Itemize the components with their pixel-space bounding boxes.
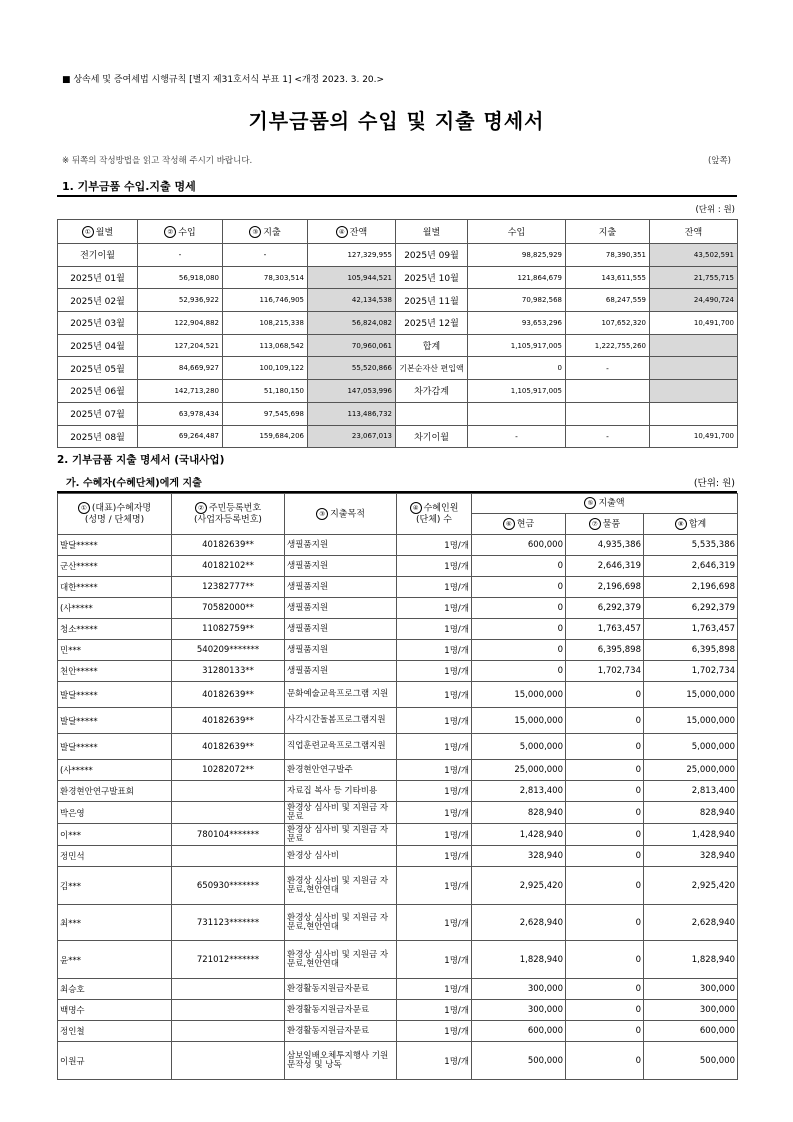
expense-cell: - (566, 357, 650, 380)
header-expense-right: 지출 (566, 220, 650, 244)
beneficiary-count: 1명/개 (397, 556, 472, 577)
total-amount: 328,940 (644, 846, 738, 867)
expense-cell: - (223, 244, 308, 267)
table-row (58, 979, 738, 1000)
header-expense: ③ 지출 (223, 220, 308, 244)
beneficiary-name: 대한***** (58, 577, 172, 598)
table-row (58, 266, 738, 289)
expense-purpose: 자료집 복사 등 기타비용 (285, 781, 397, 802)
cash-amount: 0 (472, 556, 566, 577)
registration-number (172, 1042, 285, 1080)
total-amount: 600,000 (644, 1021, 738, 1042)
circled-number-7: ⑦ (589, 518, 601, 530)
total-amount: 828,940 (644, 802, 738, 824)
cash-amount: 1,828,940 (472, 941, 566, 979)
table-row (58, 357, 738, 380)
goods-amount: 6,395,898 (566, 640, 644, 661)
month-cell: 2025년 10월 (396, 266, 468, 289)
table-row (58, 289, 738, 312)
circled-number-3: ③ (316, 508, 328, 520)
cash-amount: 15,000,000 (472, 682, 566, 708)
balance-cell: 23,067,013 (308, 425, 396, 448)
registration-number: 10282072** (172, 760, 285, 781)
expense-purpose: 환경상 심사비 (285, 846, 397, 867)
total-amount: 2,925,420 (644, 867, 738, 905)
expense-purpose: 생필품지원 (285, 640, 397, 661)
beneficiary-expense-table (57, 493, 738, 1080)
total-amount: 1,702,734 (644, 661, 738, 682)
table-row (58, 598, 738, 619)
expense-purpose: 문화예술교육프로그램 지원 (285, 682, 397, 708)
registration-number: 70582000** (172, 598, 285, 619)
header-beneficiary: ① (대표)수혜자명 (성명 / 단체명) (58, 494, 172, 535)
month-cell: 2025년 12월 (396, 312, 468, 335)
registration-number (172, 1000, 285, 1021)
beneficiary-count: 1명/개 (397, 867, 472, 905)
month-cell: 2025년 07월 (58, 402, 138, 425)
expense-purpose: 생필품지원 (285, 661, 397, 682)
registration-number: 650930******* (172, 867, 285, 905)
cash-amount: 0 (472, 661, 566, 682)
registration-number: 31280133** (172, 661, 285, 682)
month-cell: 2025년 01월 (58, 266, 138, 289)
goods-amount: 0 (566, 846, 644, 867)
beneficiary-name: 군산***** (58, 556, 172, 577)
table-row (58, 734, 738, 760)
expense-purpose: 생필품지원 (285, 535, 397, 556)
total-amount: 1,428,940 (644, 824, 738, 846)
table-row (58, 1021, 738, 1042)
goods-amount: 0 (566, 708, 644, 734)
expense-cell: 97,545,698 (223, 402, 308, 425)
expense-cell: - (566, 425, 650, 448)
cash-amount: 2,628,940 (472, 905, 566, 941)
goods-amount: 2,196,698 (566, 577, 644, 598)
beneficiary-name: 박은영 (58, 802, 172, 824)
beneficiary-name: 발달***** (58, 535, 172, 556)
expense-cell (566, 402, 650, 425)
section2-unit: (단위: 원) (693, 478, 735, 489)
cash-amount: 600,000 (472, 535, 566, 556)
income-cell: 70,982,568 (468, 289, 566, 312)
expense-cell: 51,180,150 (223, 380, 308, 403)
table-row (58, 380, 738, 403)
goods-amount: 0 (566, 979, 644, 1000)
total-amount: 2,646,319 (644, 556, 738, 577)
registration-number: 11082759** (172, 619, 285, 640)
registration-number: 721012******* (172, 941, 285, 979)
expense-purpose: 환경활동지원금자문료 (285, 1000, 397, 1021)
balance-cell: 113,486,732 (308, 402, 396, 425)
table-row (58, 708, 738, 734)
circled-number-2: ② (195, 502, 207, 514)
beneficiary-count: 1명/개 (397, 535, 472, 556)
header-balance: ④ 잔액 (308, 220, 396, 244)
income-cell: 142,713,280 (138, 380, 223, 403)
beneficiary-count: 1명/개 (397, 734, 472, 760)
table-row (58, 867, 738, 905)
month-cell (396, 402, 468, 425)
beneficiary-name: (사***** (58, 760, 172, 781)
goods-amount: 0 (566, 941, 644, 979)
goods-amount: 0 (566, 1042, 644, 1080)
beneficiary-name: 발달***** (58, 682, 172, 708)
header-month: ① 월별 (58, 220, 138, 244)
goods-amount: 0 (566, 905, 644, 941)
expense-cell: 159,684,206 (223, 425, 308, 448)
balance-cell: 10,491,700 (650, 312, 738, 335)
circled-number-8: ⑧ (675, 518, 687, 530)
goods-amount: 1,763,457 (566, 619, 644, 640)
balance-cell (650, 357, 738, 380)
header-income-right: 수입 (468, 220, 566, 244)
table-row (58, 556, 738, 577)
beneficiary-count: 1명/개 (397, 905, 472, 941)
beneficiary-count: 1명/개 (397, 682, 472, 708)
total-amount: 15,000,000 (644, 708, 738, 734)
cash-amount: 300,000 (472, 979, 566, 1000)
month-cell: 2025년 05월 (58, 357, 138, 380)
total-amount: 25,000,000 (644, 760, 738, 781)
total-amount: 6,395,898 (644, 640, 738, 661)
balance-cell: 21,755,715 (650, 266, 738, 289)
month-cell: 전기이월 (58, 244, 138, 267)
expense-purpose: 환경현안연구발주 (285, 760, 397, 781)
expense-purpose: 환경상 심사비 및 지원금 자문료 (285, 802, 397, 824)
balance-cell (650, 402, 738, 425)
expense-cell: 108,215,338 (223, 312, 308, 335)
income-cell: 69,264,487 (138, 425, 223, 448)
registration-number: 40182639** (172, 682, 285, 708)
goods-amount: 2,646,319 (566, 556, 644, 577)
circled-number-6: ⑥ (503, 518, 515, 530)
table-row (58, 661, 738, 682)
beneficiary-count: 1명/개 (397, 661, 472, 682)
beneficiary-name: 이*** (58, 824, 172, 846)
cash-amount: 0 (472, 577, 566, 598)
beneficiary-count: 1명/개 (397, 979, 472, 1000)
circled-number-1: ① (78, 502, 90, 514)
registration-number (172, 979, 285, 1000)
total-amount: 6,292,379 (644, 598, 738, 619)
income-cell: 1,105,917,005 (468, 380, 566, 403)
goods-amount: 0 (566, 824, 644, 846)
registration-number (172, 846, 285, 867)
table-row (58, 577, 738, 598)
beneficiary-count: 1명/개 (397, 598, 472, 619)
registration-number: 40182639** (172, 708, 285, 734)
table-row (58, 619, 738, 640)
guide-note: ※ 뒤쪽의 작성방법을 읽고 작성해 주시기 바랍니다. (62, 156, 253, 166)
expense-cell: 107,652,320 (566, 312, 650, 335)
goods-amount: 0 (566, 867, 644, 905)
month-cell: 2025년 03월 (58, 312, 138, 335)
document-title: 기부금품의 수입 및 지출 명세서 (248, 109, 545, 133)
expense-cell (566, 380, 650, 403)
month-cell: 2025년 02월 (58, 289, 138, 312)
income-cell (468, 402, 566, 425)
expense-purpose: 환경활동지원금자문료 (285, 1021, 397, 1042)
table-row (58, 941, 738, 979)
balance-cell (650, 380, 738, 403)
balance-cell (650, 334, 738, 357)
income-cell: 56,918,080 (138, 266, 223, 289)
income-cell: 98,825,929 (468, 244, 566, 267)
beneficiary-name: 김*** (58, 867, 172, 905)
beneficiary-name: 천안***** (58, 661, 172, 682)
beneficiary-count: 1명/개 (397, 846, 472, 867)
beneficiary-name: 환경현안연구발표회 (58, 781, 172, 802)
registration-number: 731123******* (172, 905, 285, 941)
beneficiary-count: 1명/개 (397, 1021, 472, 1042)
cash-amount: 1,428,940 (472, 824, 566, 846)
income-cell: - (468, 425, 566, 448)
beneficiary-count: 1명/개 (397, 640, 472, 661)
expense-purpose: 환경상 심사비 및 지원금 자문료 (285, 824, 397, 846)
expense-cell: 68,247,559 (566, 289, 650, 312)
beneficiary-name: 이원규 (58, 1042, 172, 1080)
goods-amount: 6,292,379 (566, 598, 644, 619)
table-row (58, 535, 738, 556)
expense-purpose: 생필품지원 (285, 619, 397, 640)
header-cash: ⑥ 현금 (472, 514, 566, 535)
month-cell: 차가감계 (396, 380, 468, 403)
circled-number-4: ④ (336, 226, 348, 238)
page-side-label: (앞쪽) (707, 156, 731, 166)
section1-title: 1. 기부금품 수입.지출 명세 (62, 180, 196, 193)
balance-cell: 10,491,700 (650, 425, 738, 448)
expense-purpose: 직업훈련교육프로그램지원 (285, 734, 397, 760)
table-row (58, 425, 738, 448)
header-purpose: ③ 지출목적 (285, 494, 397, 535)
balance-cell: 147,053,996 (308, 380, 396, 403)
registration-number: 780104******* (172, 824, 285, 846)
table-row (58, 760, 738, 781)
goods-amount: 0 (566, 781, 644, 802)
registration-number (172, 1021, 285, 1042)
goods-amount: 0 (566, 760, 644, 781)
table-row (58, 334, 738, 357)
income-cell: 0 (468, 357, 566, 380)
beneficiary-count: 1명/개 (397, 802, 472, 824)
month-cell: 2025년 06월 (58, 380, 138, 403)
balance-cell: 70,960,061 (308, 334, 396, 357)
goods-amount: 0 (566, 802, 644, 824)
beneficiary-name: 정민석 (58, 846, 172, 867)
cash-amount: 5,000,000 (472, 734, 566, 760)
header-beneficiary-count: ④ 수혜인원 (단체) 수 (397, 494, 472, 535)
expense-purpose: 환경상 심사비 및 지원금 자문료,현안연대 (285, 867, 397, 905)
table-row (58, 682, 738, 708)
beneficiary-name: 최승호 (58, 979, 172, 1000)
goods-amount: 0 (566, 1000, 644, 1021)
income-cell: 93,653,296 (468, 312, 566, 335)
month-cell: 2025년 09월 (396, 244, 468, 267)
expense-cell: 78,390,351 (566, 244, 650, 267)
table-row (58, 824, 738, 846)
cash-amount: 0 (472, 640, 566, 661)
beneficiary-count: 1명/개 (397, 781, 472, 802)
income-cell: 84,669,927 (138, 357, 223, 380)
table-row (58, 905, 738, 941)
beneficiary-name: 정인철 (58, 1021, 172, 1042)
table-row (58, 781, 738, 802)
table-row (58, 312, 738, 335)
header-income: ② 수입 (138, 220, 223, 244)
total-amount: 2,813,400 (644, 781, 738, 802)
expense-purpose: 생필품지원 (285, 598, 397, 619)
income-cell: 52,936,922 (138, 289, 223, 312)
circled-number-5: ⑤ (584, 497, 596, 509)
month-cell: 차기이월 (396, 425, 468, 448)
cash-amount: 500,000 (472, 1042, 566, 1080)
expense-cell: 78,303,514 (223, 266, 308, 289)
income-cell: 127,204,521 (138, 334, 223, 357)
beneficiary-count: 1명/개 (397, 708, 472, 734)
cash-amount: 600,000 (472, 1021, 566, 1042)
total-amount: 5,000,000 (644, 734, 738, 760)
registration-number: 540209******* (172, 640, 285, 661)
expense-cell: 100,109,122 (223, 357, 308, 380)
income-cell: - (138, 244, 223, 267)
table-row (58, 402, 738, 425)
expense-purpose: 생필품지원 (285, 577, 397, 598)
section1-divider (57, 195, 737, 197)
balance-cell: 127,329,955 (308, 244, 396, 267)
circled-number-2: ② (164, 226, 176, 238)
circled-number-3: ③ (249, 226, 261, 238)
table-header-row (58, 220, 738, 244)
balance-cell: 43,502,591 (650, 244, 738, 267)
total-amount: 2,196,698 (644, 577, 738, 598)
registration-number: 40182102** (172, 556, 285, 577)
table-row (58, 802, 738, 824)
goods-amount: 4,935,386 (566, 535, 644, 556)
registration-number: 12382777** (172, 577, 285, 598)
income-expense-table (57, 219, 738, 448)
cash-amount: 300,000 (472, 1000, 566, 1021)
total-amount: 1,763,457 (644, 619, 738, 640)
circled-number-4: ④ (410, 502, 422, 514)
table-row (58, 640, 738, 661)
expense-cell: 143,611,555 (566, 266, 650, 289)
cash-amount: 0 (472, 598, 566, 619)
balance-cell: 55,520,866 (308, 357, 396, 380)
table-row (58, 1042, 738, 1080)
total-amount: 500,000 (644, 1042, 738, 1080)
month-cell: 2025년 08월 (58, 425, 138, 448)
beneficiary-name: 청소***** (58, 619, 172, 640)
balance-cell: 105,944,521 (308, 266, 396, 289)
balance-cell: 24,490,724 (650, 289, 738, 312)
header-total: ⑧ 합계 (644, 514, 738, 535)
registration-number: 40182639** (172, 734, 285, 760)
balance-cell: 42,134,538 (308, 289, 396, 312)
beneficiary-name: 백명수 (58, 1000, 172, 1021)
registration-number (172, 802, 285, 824)
total-amount: 5,535,386 (644, 535, 738, 556)
beneficiary-name: 발달***** (58, 708, 172, 734)
beneficiary-count: 1명/개 (397, 577, 472, 598)
month-cell: 기본순자산 편입액 (396, 357, 468, 380)
cash-amount: 0 (472, 619, 566, 640)
header-goods: ⑦ 물품 (566, 514, 644, 535)
beneficiary-name: 발달***** (58, 734, 172, 760)
beneficiary-name: 민*** (58, 640, 172, 661)
balance-cell: 56,824,082 (308, 312, 396, 335)
circled-number-1: ① (82, 226, 94, 238)
section2-title: 2. 기부금품 지출 명세서 (국내사업) (57, 454, 225, 466)
cash-amount: 828,940 (472, 802, 566, 824)
goods-amount: 1,702,734 (566, 661, 644, 682)
expense-purpose: 환경상 심사비 및 지원금 자문료,현안연대 (285, 941, 397, 979)
total-amount: 1,828,940 (644, 941, 738, 979)
beneficiary-count: 1명/개 (397, 824, 472, 846)
registration-number: 40182639** (172, 535, 285, 556)
header-registration-number: ② 주민등록번호 (사업자등록번호) (172, 494, 285, 535)
expense-purpose: 환경상 심사비 및 지원금 자문료,현안연대 (285, 905, 397, 941)
beneficiary-count: 1명/개 (397, 1000, 472, 1021)
expense-cell: 1,222,755,260 (566, 334, 650, 357)
table-row (58, 846, 738, 867)
total-amount: 2,628,940 (644, 905, 738, 941)
expense-cell: 113,068,542 (223, 334, 308, 357)
beneficiary-count: 1명/개 (397, 941, 472, 979)
cash-amount: 2,813,400 (472, 781, 566, 802)
header-balance-right: 잔액 (650, 220, 738, 244)
beneficiary-count: 1명/개 (397, 619, 472, 640)
month-cell: 합계 (396, 334, 468, 357)
cash-amount: 25,000,000 (472, 760, 566, 781)
expense-purpose: 사각시간돌봄프로그램지원 (285, 708, 397, 734)
beneficiary-count: 1명/개 (397, 760, 472, 781)
beneficiary-name: 윤*** (58, 941, 172, 979)
header-amount: ⑤ 지출액 (472, 494, 738, 514)
income-cell: 63,978,434 (138, 402, 223, 425)
month-cell: 2025년 11월 (396, 289, 468, 312)
table-row (58, 244, 738, 267)
form-reference-note: ■ 상속세 및 증여세법 시행규칙 [별지 제31호서식 부표 1] <개정 2023. 3. 20.> (62, 75, 385, 85)
expense-cell: 116,746,905 (223, 289, 308, 312)
income-cell: 122,904,882 (138, 312, 223, 335)
income-cell: 121,864,679 (468, 266, 566, 289)
total-amount: 300,000 (644, 1000, 738, 1021)
table-row (58, 1000, 738, 1021)
cash-amount: 2,925,420 (472, 867, 566, 905)
goods-amount: 0 (566, 734, 644, 760)
month-cell: 2025년 04월 (58, 334, 138, 357)
table-header-row (58, 494, 738, 514)
goods-amount: 0 (566, 1021, 644, 1042)
beneficiary-name: 최*** (58, 905, 172, 941)
expense-purpose: 환경활동지원금자문료 (285, 979, 397, 1000)
goods-amount: 0 (566, 682, 644, 708)
cash-amount: 15,000,000 (472, 708, 566, 734)
total-amount: 15,000,000 (644, 682, 738, 708)
header-month-right: 월별 (396, 220, 468, 244)
beneficiary-name: (사***** (58, 598, 172, 619)
total-amount: 300,000 (644, 979, 738, 1000)
section1-unit: (단위 : 원) (695, 205, 735, 215)
section2-subtitle: 가. 수혜자(수혜단체)에게 지출 (66, 478, 202, 489)
income-cell: 1,105,917,005 (468, 334, 566, 357)
registration-number (172, 781, 285, 802)
expense-purpose: 삼보일배오체투지행사 기원문작성 및 낭독 (285, 1042, 397, 1080)
expense-purpose: 생필품지원 (285, 556, 397, 577)
beneficiary-count: 1명/개 (397, 1042, 472, 1080)
cash-amount: 328,940 (472, 846, 566, 867)
